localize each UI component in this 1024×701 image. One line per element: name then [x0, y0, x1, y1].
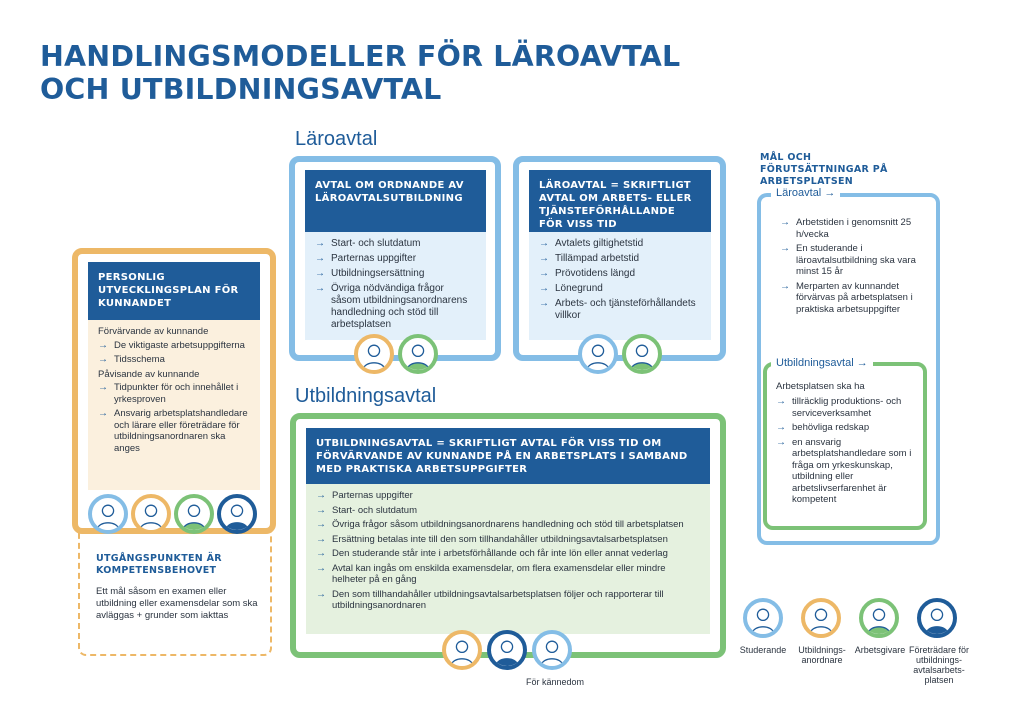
- list-item: → behövliga redskap: [776, 422, 916, 434]
- list-item: → Den studerande står inte i arbetsförhållande och får inte lön eller annat vederlag: [316, 548, 700, 560]
- legend-workplace-representative-icon: [917, 598, 957, 638]
- goals-laroavtal-label: Läroavtal →: [771, 187, 840, 199]
- list-item: → Tidsschema: [98, 354, 250, 366]
- training-provider-avatar: [442, 630, 482, 670]
- utbildningsavtal-list: [316, 490, 700, 612]
- laroavtal-right-content: [529, 232, 711, 340]
- employer-avatar: [622, 334, 662, 374]
- list-item: → Ersättning betalas inte till den som tillhandahåller utbildningsavtalsarbetsplatsen: [316, 534, 700, 546]
- goals-utbildningsavtal-list: [776, 396, 916, 509]
- list-item: → En studerande i läroavtalsutbildning ska vara minst 15 år: [780, 243, 920, 278]
- list-item: → Start- och slutdatum: [316, 505, 700, 517]
- list-item: → Parternas uppgifter: [315, 253, 476, 265]
- starting-point-text: Ett mål såsom en examen eller utbildning eller examensdelar som ska avläggas + grunder som iakttas: [96, 586, 258, 621]
- list-item: → Prövotidens längd: [539, 268, 701, 280]
- list-item: → Parternas uppgifter: [316, 490, 700, 502]
- list-item: → en ansvarig arbetsplatshandledare som i fråga om yrkeskunskap, utbildning eller arbetslivserfarenhet är kompetent: [776, 437, 916, 506]
- for-knowledge-label: För kännedom: [525, 677, 585, 687]
- personal-plan-sub2: Påvisande av kunnande: [98, 368, 200, 380]
- legend-student-icon: [743, 598, 783, 638]
- list-item: → Tidpunkter för och innehållet i yrkesproven: [98, 382, 250, 405]
- list-item: → Lönegrund: [539, 283, 701, 295]
- list-item: → Avtal kan ingås om enskilda examensdelar, om flera examensdelar eller mindre helheter på en gång: [316, 563, 700, 586]
- title-line-2: OCH UTBILDNINGSAVTAL: [40, 73, 442, 106]
- utbildningsavtal-section-title: Utbildningsavtal: [295, 385, 437, 407]
- goals-utbildningsavtal-intro: Arbetsplatsen ska ha: [776, 381, 865, 392]
- student-avatar: [532, 630, 572, 670]
- legend-training-provider-icon: [801, 598, 841, 638]
- personal-plan-list-1: [98, 340, 250, 366]
- page-title: [40, 40, 680, 106]
- arrow-right-icon: →: [824, 187, 836, 199]
- list-item: → Start- och slutdatum: [315, 238, 476, 250]
- list-item: → Arbetstiden i genomsnitt 25 h/vecka: [780, 217, 920, 240]
- list-item: → Den som tillhandahåller utbildningsavtalsarbetsplatsen följer och rapporterar till utbildningsanordnaren: [316, 589, 700, 612]
- goals-utbildningsavtal-label: Utbildningsavtal →: [771, 357, 873, 369]
- list-item: → De viktigaste arbetsuppgifterna: [98, 340, 250, 352]
- laroavtal-right-list: [539, 238, 701, 322]
- legend-label-student: Studerande: [739, 645, 787, 655]
- arrow-right-icon: →: [856, 357, 868, 369]
- laroavtal-left-list: [315, 238, 476, 331]
- laroavtal-section-title: Läroavtal: [295, 128, 378, 150]
- list-item: → Merparten av kunnandet förvärvas på arbetsplatsen i praktiska arbetsuppgifter: [780, 281, 920, 316]
- personal-plan-header: PERSONLIG UTVECKLINGSPLAN FÖR KUNNANDET: [88, 262, 260, 320]
- starting-point-heading: UTGÅNGSPUNKTEN ÄR KOMPETENSBEHOVET: [96, 553, 222, 576]
- training-provider-avatar: [354, 334, 394, 374]
- goals-heading: MÅL OCH FÖRUTSÄTTNINGAR PÅ ARBETSPLATSEN: [760, 152, 888, 187]
- list-item: → Utbildningsersättning: [315, 268, 476, 280]
- legend-label-employer: Arbetsgivare: [854, 645, 906, 655]
- legend-label-training-provider: Utbildnings-anordnare: [798, 645, 846, 665]
- goals-laroavtal-list: [780, 217, 920, 318]
- legend-employer-icon: [859, 598, 899, 638]
- list-item: → Ansvarig arbetsplatshandledare och lärare eller företrädare för utbildningsanordnaren ska anges: [98, 408, 250, 454]
- laroavtal-left-header: AVTAL OM ORDNANDE AV LÄROAVTALSUTBILDNING: [305, 170, 486, 232]
- list-item: → tillräcklig produktions- och serviceverksamhet: [776, 396, 916, 419]
- list-item: → Tillämpad arbetstid: [539, 253, 701, 265]
- legend-label-workplace-representative: Företrädare för utbildnings-avtalsarbets-platsen: [908, 645, 970, 685]
- list-item: → Arbets- och tjänsteförhållandets villkor: [539, 298, 701, 322]
- title-line-1: HANDLINGSMODELLER FÖR LÄROAVTAL: [40, 40, 681, 73]
- utbildningsavtal-header: UTBILDNINGSAVTAL = SKRIFTLIGT AVTAL FÖR VISS TID OM FÖRVÄRVANDE AV KUNNANDE PÅ EN ARBETSPLATS I SAMBAND MED PRAKTISKA ARBETSUPPGIFTER: [306, 428, 710, 484]
- personal-plan-list-2: [98, 382, 250, 454]
- employer-avatar: [398, 334, 438, 374]
- personal-plan-sub1: Förvärvande av kunnande: [98, 326, 209, 337]
- utbildningsavtal-content: [306, 484, 710, 634]
- student-avatar: [578, 334, 618, 374]
- list-item: → Övriga frågor såsom utbildningsanordnarens handledning och stöd till arbetsplatsen: [316, 519, 700, 531]
- laroavtal-left-content: [305, 232, 486, 340]
- workplace-representative-avatar: [487, 630, 527, 670]
- list-item: → Övriga nödvändiga frågor såsom utbildningsanordnarens handledning och stöd till arbetsplatsen: [315, 283, 476, 331]
- laroavtal-right-header: LÄROAVTAL = SKRIFTLIGT AVTAL OM ARBETS- ELLER TJÄNSTEFÖRHÅLLANDE FÖR VISS TID: [529, 170, 711, 232]
- list-item: → Avtalets giltighetstid: [539, 238, 701, 250]
- personal-plan-content: [88, 320, 260, 490]
